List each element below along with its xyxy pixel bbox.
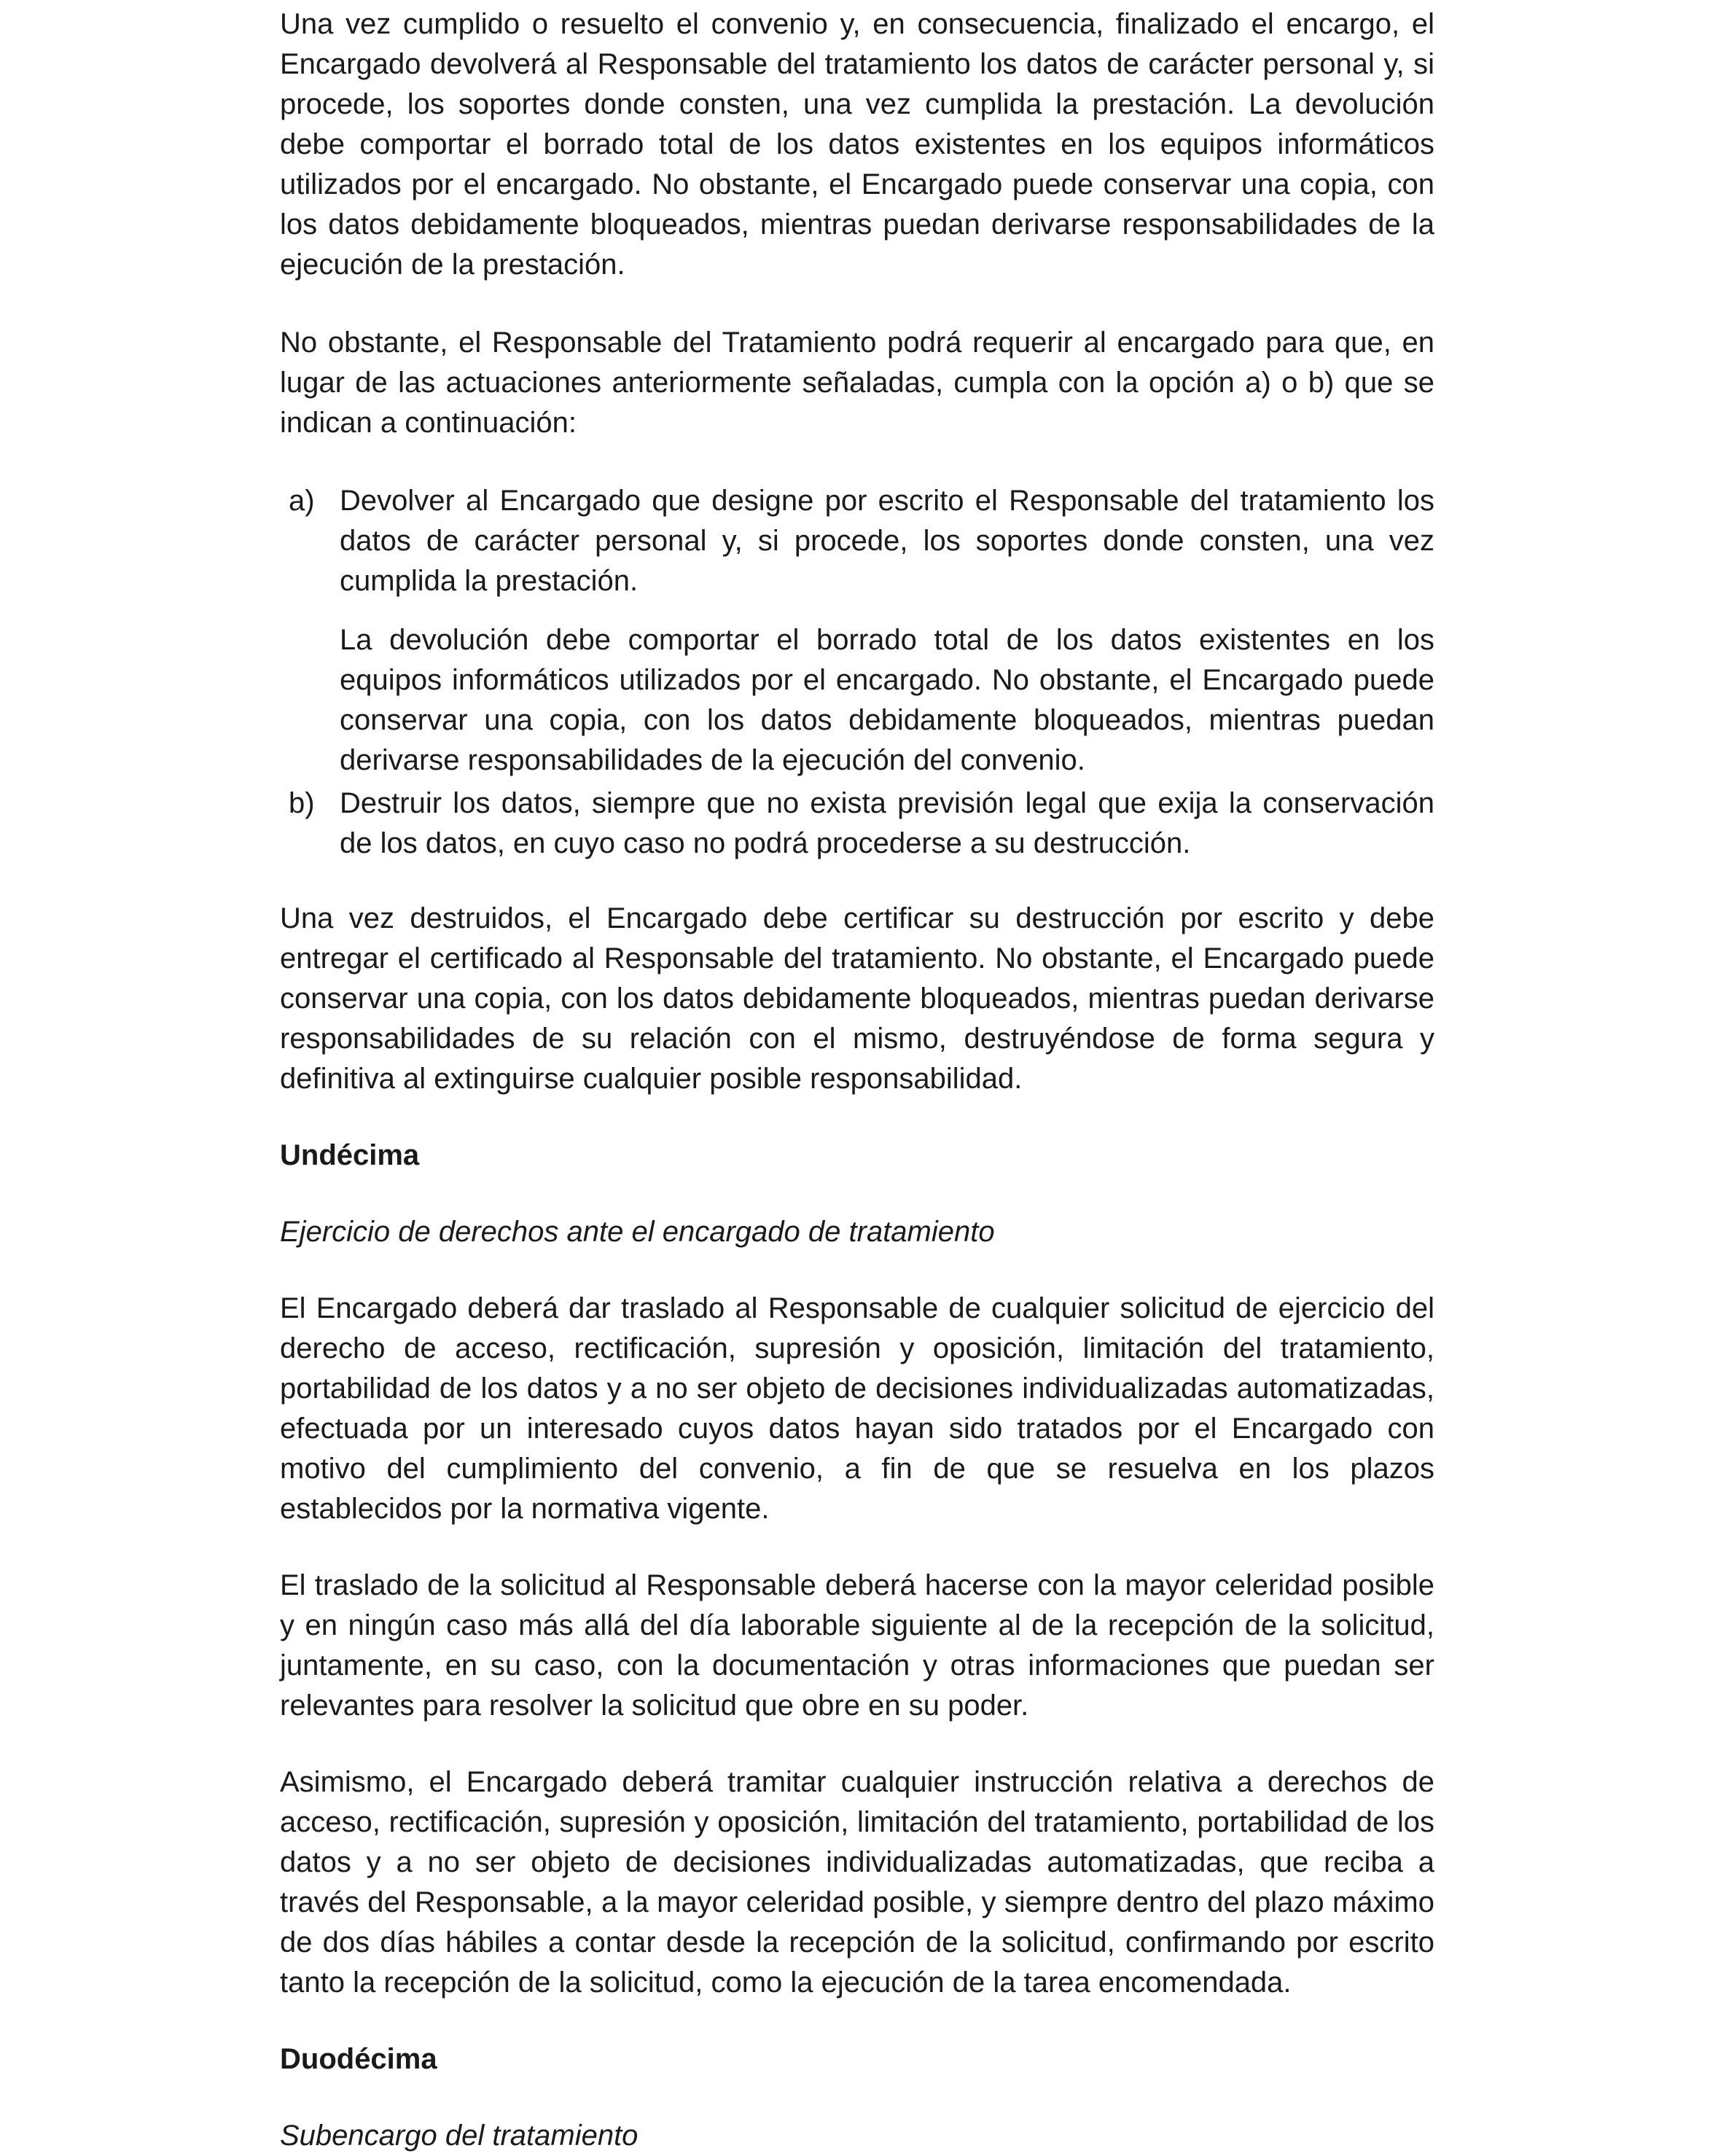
section-subtitle-duodecima: Subencargo del tratamiento (280, 2120, 639, 2152)
document-page (280, 0, 1434, 2156)
list-item-a (280, 481, 1434, 781)
paragraph-responsible-options: No obstante, el Responsable del Tratamiento podrá requerir al encargado para que, en lugar de las actuaciones anteriormente señaladas, cumpla con la opción a) o b) que se indican a continuación: (280, 327, 1434, 439)
paragraph-return-of-data: Una vez cumplido o resuelto el convenio y, en consecuencia, finalizado el encargo, el Encargado devolverá al Responsable del tratamiento los datos de carácter personal y, si procede, los soportes donde consten, una vez cumplida la prestación. La devolución debe comportar el borrado total de los datos existentes en los equipos informáticos utilizados por el encargado. No obstante, el Encargado puede conservar una copia, con los datos debidamente bloqueados, mientras puedan derivarse responsabilidades de la ejecución de la prestación. (280, 8, 1434, 281)
list-item-a-continuation: La devolución debe comportar el borrado total de los datos existentes en los equipos informáticos utilizados por el encargado. No obstante, el Encargado puede conservar una copia, con los datos debidamente bloqueados, mientras puedan derivarse responsabilidades de la ejecución del convenio. (340, 624, 1434, 776)
section-subtitle-undecima: Ejercicio de derechos ante el encargado de tratamiento (280, 1216, 995, 1248)
paragraph-instructions: Asimismo, el Encargado deberá tramitar cualquier instrucción relativa a derechos de acceso, rectificación, supresión y oposición, limitación del tratamiento, portabilidad de los datos y a no ser objeto de decisiones individualizadas automatizadas, que reciba a través del Responsable, a la mayor celeridad posible, y siempre dentro del plazo máximo de dos días hábiles a contar desde la recepción de la solicitud, confirmando por escrito tanto la recepción de la solicitud, como la ejecución de la tarea encomendada. (280, 1766, 1434, 1999)
paragraph-destruction-certificate: Una vez destruidos, el Encargado debe certificar su destrucción por escrito y debe entregar el certificado al Responsable del tratamiento. No obstante, el Encargado puede conservar una copia, con los datos debidamente bloqueados, mientras puedan derivarse responsabilidades de su relación con el mismo, destruyéndose de forma segura y definitiva al extinguirse cualquier posible responsabilidad. (280, 902, 1434, 1095)
paragraph-rights-requests: El Encargado deberá dar traslado al Responsable de cualquier solicitud de ejercicio del derecho de acceso, rectificación, supresión y oposición, limitación del tratamiento, portabilidad de los datos y a no ser objeto de decisiones individualizadas automatizadas, efectuada por un interesado cuyos datos hayan sido tratados por el Encargado con motivo del cumplimiento del convenio, a fin de que se resuelva en los plazos establecidos por la normativa vigente. (280, 1292, 1434, 1525)
list-item-a-text: Devolver al Encargado que designe por escrito el Responsable del tratamiento los datos de carácter personal y, si procede, los soportes donde consten, una vez cumplida la prestación. (340, 485, 1434, 597)
list-item-b (280, 784, 1434, 864)
section-heading-duodecima: Duodécima (280, 2043, 437, 2075)
paragraph-request-transfer: El traslado de la solicitud al Responsable deberá hacerse con la mayor celeridad posible y en ningún caso más allá del día laborable siguiente al de la recepción de la solicitud, juntamente, en su caso, con la documentación y otras informaciones que puedan ser relevantes para resolver la solicitud que obre en su poder. (280, 1569, 1434, 1722)
list-item-b-text: Destruir los datos, siempre que no exista previsión legal que exija la conservación de los datos, en cuyo caso no podrá procederse a su destrucción. (340, 787, 1434, 859)
section-heading-undecima: Undécima (280, 1139, 420, 1171)
list-marker-a: a) (289, 485, 315, 517)
list-marker-b: b) (289, 787, 315, 819)
